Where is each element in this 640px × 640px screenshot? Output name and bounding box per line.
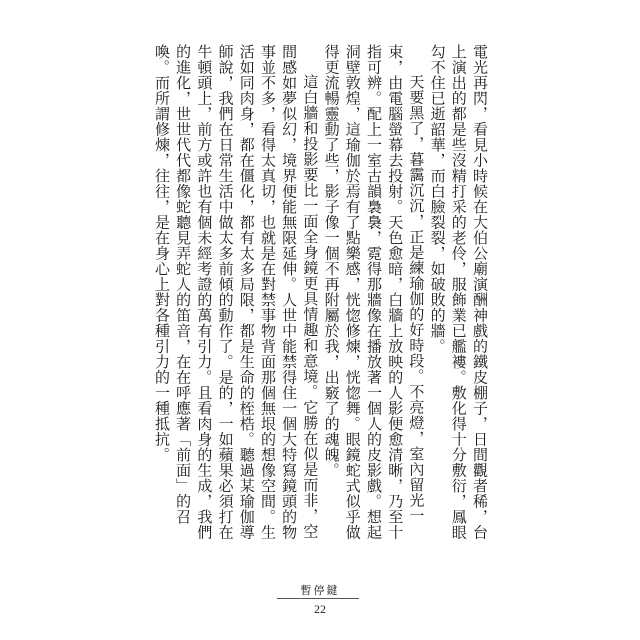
- running-footer-title: 暫停鍵: [300, 584, 340, 597]
- paragraph-1: 電光再閃，看見小時候在大伯公廟演酬神戲的鐵皮棚子，日間觀者稀，台上演出的都是些沒精打采的老伶，服飾業已艦褸。敷化得十分敷衍，鳳眼勾不住已逝韶華，而白臉裂裂，如破敗的牆。: [428, 44, 489, 540]
- footer-divider: [277, 598, 359, 599]
- body-text: [151, 44, 490, 544]
- paragraph-2: 天要黑了，暮靄沉沉，正是練瑜伽的好時段。不亮燈，室內留光一束，由電腦螢幕去投射。天色愈暗，白牆上放映的人影便愈清晰，乃至十指可辨。配上一室古韻裊裊，霓得那牆像在播放著一個人的皮影戲。想起洞壁敦煌，這瑜伽於焉有了點樂感，恍惚修煉，恍惚舞。眼鏡蛇式似乎做得更流暢靈動了些，影子像一個不再附屬於我，出竅了的魂魄。: [322, 44, 426, 540]
- paragraph-3: 這白牆和投影要比一面全身鏡更具情趣和意境。它勝在似是而非，空間感如夢似幻，境界便能無限延伸。人世中能禁得住一個大特寫鏡頭的物事並不多，看得太真切，也就是在對禁事物背面那個無垠的想像空間。生活如同肉身，都在僵化，都有太多局限，都是生命的桎梏。聽過某瑜伽導師說，我們在日常生活中做太多前傾的動作了。是的，一如蘋果必須打在牛頓頭上，前方或許也有個未經考證的萬有引力。且看肉身的生成，我們的進化，世世代代都像蛇聽見弄蛇人的笛音，在在呼應著「前面」的召喚。而所謂修煉，往往，是在身心上對各種引力的一種抵抗。: [152, 44, 320, 540]
- page-number: 22: [314, 602, 326, 616]
